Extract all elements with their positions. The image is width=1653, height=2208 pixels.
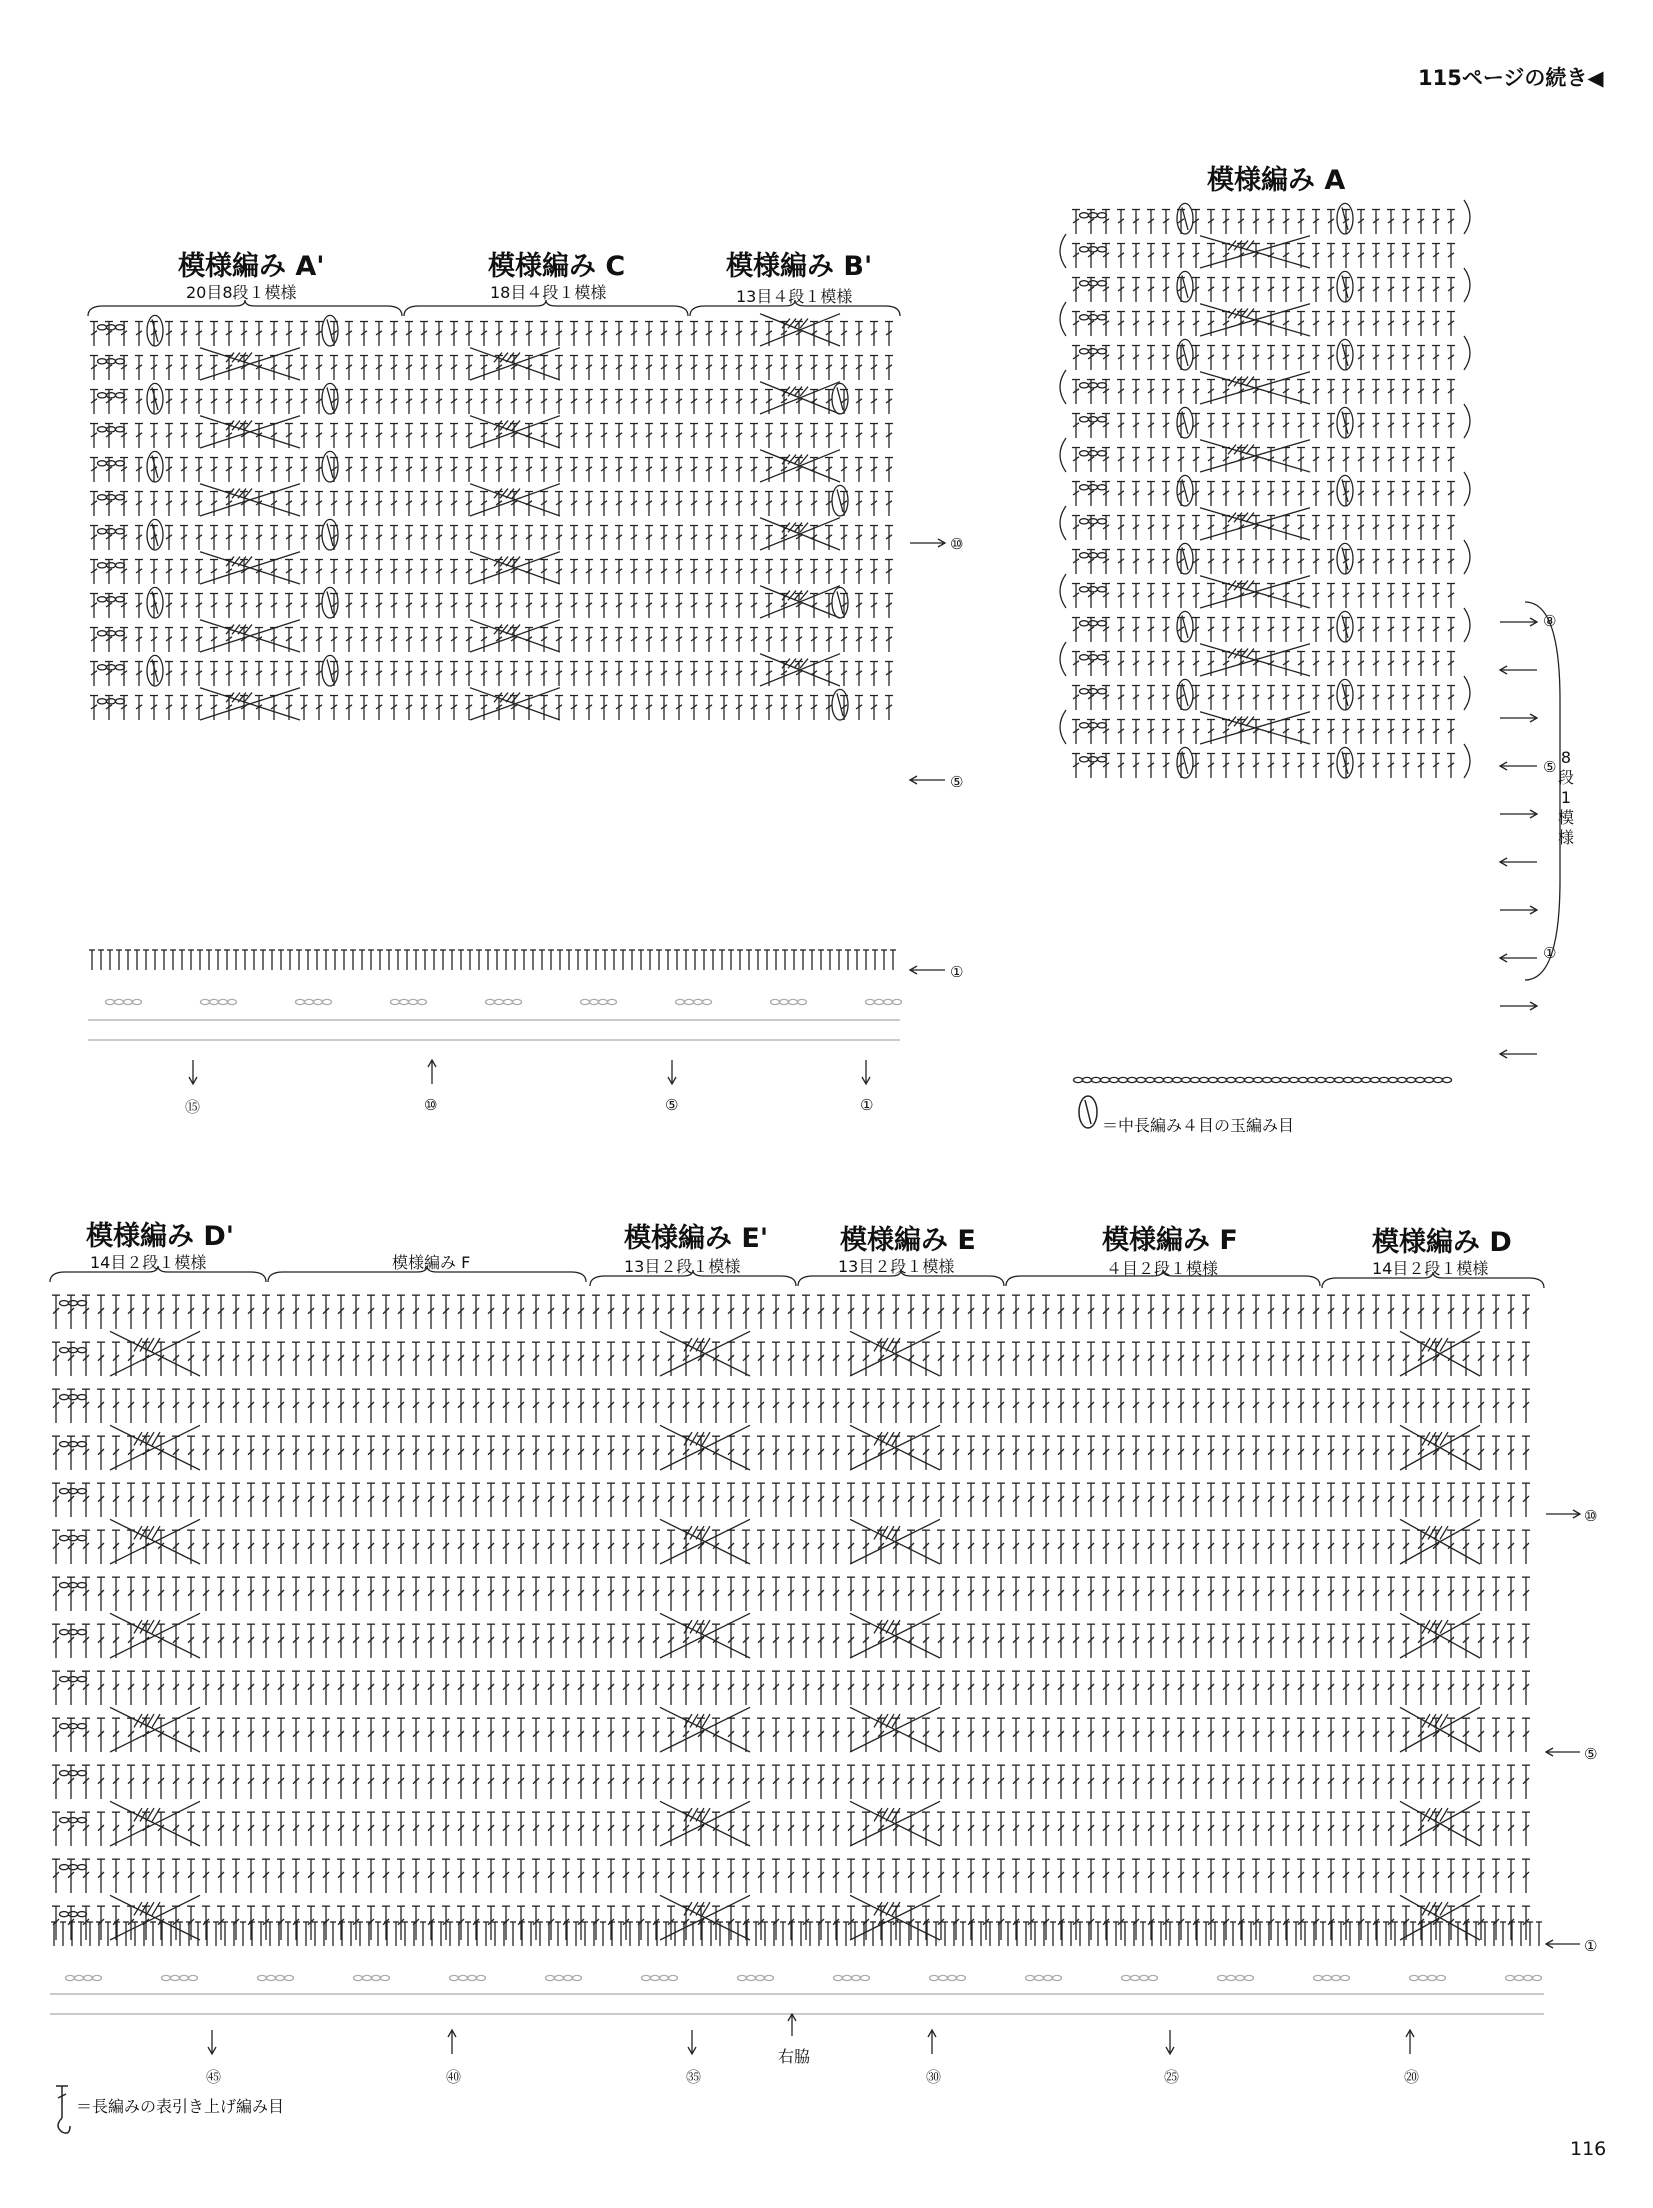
chain-stitch [98, 665, 107, 670]
chain-stitch [1098, 621, 1107, 626]
chain-stitch [1290, 1077, 1299, 1082]
section-brace [268, 1266, 586, 1282]
chain-stitch [107, 631, 116, 636]
chain-stitch [107, 393, 116, 398]
turning-loop [1060, 302, 1066, 336]
chain-stitch [866, 999, 875, 1004]
chain-stitch [1434, 1077, 1443, 1082]
row-marker-5: ⑤ [950, 773, 964, 791]
chain-stitch [1371, 1077, 1380, 1082]
chain-stitch [1254, 1077, 1263, 1082]
puff-line [1342, 343, 1348, 366]
turning-loop [1060, 234, 1066, 268]
repeat-brace [1525, 602, 1560, 980]
chain-stitch [1080, 621, 1089, 626]
chain-stitch [1098, 485, 1107, 490]
turning-loop [1464, 608, 1470, 642]
turning-loop [1464, 472, 1470, 506]
puff-line [837, 591, 843, 614]
puff-line [1342, 615, 1348, 638]
section-title-f: 模様編み F [1102, 1225, 1238, 1256]
chain-stitch [1089, 519, 1098, 524]
chain-stitch [201, 999, 210, 1004]
section-title-b-prime: 模様編み B' [726, 251, 873, 282]
chain-stitch [400, 999, 409, 1004]
puff-line [327, 523, 333, 546]
puff-line [837, 693, 843, 716]
puff-line [152, 591, 158, 614]
chain-stitch [78, 1348, 87, 1353]
section-sub-b-prime: 13目４段１模様 [736, 287, 853, 306]
chain-stitch [107, 325, 116, 330]
puff-line [837, 387, 843, 410]
chain-stitch [1326, 1077, 1335, 1082]
section-title-a: 模様編み A [1207, 165, 1346, 196]
puff-line [1342, 207, 1348, 230]
section-sub-f-left: 模様編み F [392, 1253, 471, 1272]
chain-stitch [107, 665, 116, 670]
chain-stitch [694, 999, 703, 1004]
chain-stitch [1098, 383, 1107, 388]
chain-stitch [1101, 1077, 1110, 1082]
chain-stitch [98, 631, 107, 636]
section-brace [1322, 1272, 1544, 1288]
chain-stitch [608, 999, 617, 1004]
chain-stitch [1362, 1077, 1371, 1082]
chain-stitch [305, 999, 314, 1004]
chain-stitch [106, 999, 115, 1004]
chain-stitch [1128, 1077, 1137, 1082]
chain-stitch [1227, 1077, 1236, 1082]
chain-stitch [1146, 1077, 1155, 1082]
chain-stitch [1080, 383, 1089, 388]
section-title-a-prime: 模様編み A' [178, 251, 325, 282]
chain-stitch [1089, 485, 1098, 490]
chain-stitch [69, 1348, 78, 1353]
row-marker-10: ⑩ [950, 535, 964, 553]
section-sub-e-prime: 13目２段１模様 [624, 1257, 741, 1276]
chain-stitch [1308, 1077, 1317, 1082]
chain-stitch [1080, 247, 1089, 252]
chain-stitch [1119, 1077, 1128, 1082]
puff-line [1342, 547, 1348, 570]
chain-stitch [1182, 1077, 1191, 1082]
puff-line [1342, 751, 1348, 774]
chain-stitch [1080, 587, 1089, 592]
chain-stitch [409, 999, 418, 1004]
chain-stitch [107, 529, 116, 534]
turning-loop [1464, 268, 1470, 302]
chain-stitch [884, 999, 893, 1004]
row-marker-1: ① [950, 963, 964, 981]
puff-line [1182, 615, 1188, 638]
row-marker-5-right: ⑤ [1543, 758, 1557, 776]
chain-stitch [107, 563, 116, 568]
chain-stitch [314, 999, 323, 1004]
chain-stitch [1353, 1077, 1362, 1082]
chain-stitch [1191, 1077, 1200, 1082]
col-marker-25: ㉕ [1164, 2068, 1180, 2086]
chain-stitch [771, 999, 780, 1004]
chain-stitch [685, 999, 694, 1004]
chart-top-right [1060, 200, 1560, 1083]
chain-stitch [1089, 587, 1098, 592]
chain-stitch [875, 999, 884, 1004]
puff-line [1182, 751, 1188, 774]
chain-stitch [581, 999, 590, 1004]
chain-stitch [78, 1395, 87, 1400]
chain-stitch [1089, 655, 1098, 660]
chain-stitch [1098, 247, 1107, 252]
section-title-e-prime: 模様編み E' [624, 1223, 769, 1254]
continued-from-label: 115ページの続き◀ [1418, 66, 1604, 90]
col-marker-40: ㊵ [446, 2068, 462, 2086]
turning-loop [1060, 574, 1066, 608]
chain-stitch [1209, 1077, 1218, 1082]
chain-stitch [1080, 519, 1089, 524]
chain-stitch [228, 999, 237, 1004]
chain-stitch [1080, 281, 1089, 286]
chain-stitch [1089, 281, 1098, 286]
section-brace [88, 300, 402, 316]
col-marker-30: ㉚ [926, 2068, 942, 2086]
chain-stitch [116, 393, 125, 398]
chain-stitch [1263, 1077, 1272, 1082]
chain-stitch [513, 999, 522, 1004]
puff-line [1182, 275, 1188, 298]
chain-stitch [107, 427, 116, 432]
chain-stitch [116, 359, 125, 364]
chain-stitch [1098, 519, 1107, 524]
turning-loop [1464, 540, 1470, 574]
chain-stitch [98, 529, 107, 534]
chain-stitch [1083, 1077, 1092, 1082]
chain-stitch [1089, 723, 1098, 728]
chain-stitch [1425, 1077, 1434, 1082]
repeat-label-1: 1 [1560, 788, 1572, 807]
repeat-label-you: 様 [1557, 828, 1574, 847]
chain-stitch [98, 427, 107, 432]
chain-stitch [98, 699, 107, 704]
section-sub-d: 14目２段１模様 [1372, 1259, 1489, 1278]
chain-stitch [1098, 553, 1107, 558]
chain-stitch [98, 495, 107, 500]
chain-stitch [98, 325, 107, 330]
puff-line [327, 659, 333, 682]
chain-stitch [124, 999, 133, 1004]
section-brace [690, 300, 900, 316]
puff-line [1342, 683, 1348, 706]
chain-stitch [1080, 553, 1089, 558]
puff-line [152, 387, 158, 410]
section-brace [1006, 1270, 1320, 1286]
chain-stitch [107, 461, 116, 466]
puff-line [152, 523, 158, 546]
row-marker-10-bottom: ⑩ [1584, 1507, 1598, 1525]
chain-stitch [1089, 383, 1098, 388]
chain-stitch [1389, 1077, 1398, 1082]
legend-puff-stitch: ＝中長編み４目の玉編み目 [1102, 1116, 1295, 1135]
chain-stitch [1098, 723, 1107, 728]
col-marker-20: ⑳ [1404, 2068, 1420, 2086]
row-marker-8: ⑧ [1543, 612, 1557, 630]
puff-line [327, 319, 333, 342]
puff-line [837, 489, 843, 512]
chain-stitch [1089, 349, 1098, 354]
chain-stitch [495, 999, 504, 1004]
legend-post-stitch: ＝長編みの表引き上げ編み目 [76, 2097, 285, 2116]
section-sub-a-prime: 20目8段１模様 [186, 283, 297, 302]
col-marker-15: ⑮ [185, 1098, 201, 1116]
section-sub-e: 13目２段１模様 [838, 1257, 955, 1276]
chain-stitch [1092, 1077, 1101, 1082]
chain-stitch [107, 597, 116, 602]
section-brace [590, 1270, 796, 1286]
puff-line [1182, 411, 1188, 434]
chain-stitch [1089, 315, 1098, 320]
chain-stitch [486, 999, 495, 1004]
chain-stitch [1173, 1077, 1182, 1082]
section-title-e: 模様編み E [840, 1225, 976, 1256]
chain-stitch [107, 699, 116, 704]
chain-stitch [1098, 587, 1107, 592]
chain-stitch [504, 999, 513, 1004]
puff-line [1342, 479, 1348, 502]
chain-stitch [1098, 417, 1107, 422]
chain-stitch [116, 699, 125, 704]
puff-line [1182, 547, 1188, 570]
chain-stitch [1089, 213, 1098, 218]
chain-stitch [1317, 1077, 1326, 1082]
chain-stitch [590, 999, 599, 1004]
page-number: 116 [1570, 2138, 1607, 2160]
chain-stitch [1080, 213, 1089, 218]
chain-stitch [1080, 723, 1089, 728]
chain-stitch [107, 359, 116, 364]
section-brace [798, 1270, 1004, 1286]
chain-stitch [116, 427, 125, 432]
chain-stitch [798, 999, 807, 1004]
chain-stitch [1443, 1077, 1452, 1082]
puff-line [327, 591, 333, 614]
chain-stitch [323, 999, 332, 1004]
chain-stitch [1218, 1077, 1227, 1082]
chain-stitch [1155, 1077, 1164, 1082]
chain-stitch [116, 325, 125, 330]
chain-stitch [1089, 757, 1098, 762]
chain-stitch [116, 529, 125, 534]
chain-stitch [418, 999, 427, 1004]
turning-loop [1464, 676, 1470, 710]
chain-stitch [1098, 349, 1107, 354]
repeat-label-8: 8 [1560, 748, 1572, 767]
chain-stitch [1098, 315, 1107, 320]
section-sub-c: 18目４段１模様 [490, 283, 607, 302]
chain-stitch [1080, 485, 1089, 490]
repeat-label-mo: 模 [1557, 808, 1574, 827]
chain-stitch [69, 1301, 78, 1306]
puff-line [1182, 343, 1188, 366]
chain-stitch [1098, 451, 1107, 456]
puff-line [1182, 479, 1188, 502]
chain-stitch [1080, 451, 1089, 456]
chain-stitch [1080, 689, 1089, 694]
chain-stitch [210, 999, 219, 1004]
puff-line [152, 659, 158, 682]
chain-stitch [1380, 1077, 1389, 1082]
turning-loop [1464, 404, 1470, 438]
puff-line [152, 319, 158, 342]
puff-line [327, 387, 333, 410]
section-title-c: 模様編み C [488, 251, 626, 282]
chain-stitch [60, 1395, 69, 1400]
row-marker-5-bottom: ⑤ [1584, 1745, 1598, 1763]
chain-stitch [219, 999, 228, 1004]
chain-stitch [1164, 1077, 1173, 1082]
chain-stitch [1080, 315, 1089, 320]
chain-stitch [780, 999, 789, 1004]
section-brace [50, 1266, 266, 1282]
chain-stitch [1089, 417, 1098, 422]
chain-stitch [98, 461, 107, 466]
chain-stitch [115, 999, 124, 1004]
chain-stitch [1281, 1077, 1290, 1082]
col-marker-5: ⑤ [665, 1096, 679, 1114]
chart-top-left [88, 300, 945, 1084]
side-label: 右脇 [778, 2047, 811, 2066]
chain-stitch [116, 563, 125, 568]
col-marker-10: ⑩ [424, 1096, 438, 1114]
chain-stitch [1200, 1077, 1209, 1082]
chain-stitch [133, 999, 142, 1004]
turning-loop [1464, 336, 1470, 370]
chain-stitch [1089, 621, 1098, 626]
puff-line [1182, 207, 1188, 230]
chain-stitch [116, 665, 125, 670]
chain-stitch [98, 563, 107, 568]
col-marker-45: ㊺ [206, 2068, 222, 2086]
chain-stitch [1344, 1077, 1353, 1082]
section-title-d: 模様編み D [1372, 1227, 1512, 1258]
turning-loop [1060, 370, 1066, 404]
chain-stitch [391, 999, 400, 1004]
chart-bottom [50, 1266, 1580, 2054]
chain-stitch [1416, 1077, 1425, 1082]
chain-stitch [98, 597, 107, 602]
col-marker-35: ㉟ [686, 2068, 702, 2086]
puff-line [1342, 275, 1348, 298]
puff-line [152, 455, 158, 478]
chain-stitch [1098, 213, 1107, 218]
turning-loop [1464, 744, 1470, 778]
puff-line [327, 455, 333, 478]
chain-stitch [1080, 417, 1089, 422]
col-marker-1: ① [860, 1096, 874, 1114]
puff-line [1342, 411, 1348, 434]
chain-stitch [1335, 1077, 1344, 1082]
chain-stitch [116, 461, 125, 466]
chain-stitch [599, 999, 608, 1004]
turning-loop [1060, 438, 1066, 472]
chain-stitch [296, 999, 305, 1004]
row-marker-1-bottom: ① [1584, 1937, 1598, 1955]
chain-stitch [789, 999, 798, 1004]
chain-stitch [1272, 1077, 1281, 1082]
chain-stitch [1407, 1077, 1416, 1082]
chain-stitch [98, 393, 107, 398]
section-brace [404, 300, 688, 316]
chain-stitch [1098, 689, 1107, 694]
chain-stitch [69, 1395, 78, 1400]
chain-stitch [78, 1301, 87, 1306]
chain-stitch [60, 1348, 69, 1353]
turning-loop [1060, 642, 1066, 676]
section-title-d-prime: 模様編み D' [86, 1221, 235, 1252]
chain-stitch [98, 359, 107, 364]
chain-stitch [1098, 281, 1107, 286]
chain-stitch [1080, 655, 1089, 660]
chain-stitch [1089, 689, 1098, 694]
chain-stitch [116, 495, 125, 500]
puff-line [1182, 683, 1188, 706]
chain-stitch [1080, 757, 1089, 762]
chain-stitch [116, 631, 125, 636]
chain-stitch [676, 999, 685, 1004]
chain-stitch [1098, 757, 1107, 762]
chain-stitch [116, 597, 125, 602]
chain-stitch [703, 999, 712, 1004]
section-sub-f: ４目２段１模様 [1106, 1259, 1219, 1278]
section-sub-d-prime: 14目２段１模様 [90, 1253, 207, 1272]
chain-stitch [1089, 247, 1098, 252]
chain-stitch [1110, 1077, 1119, 1082]
repeat-label-dan: 段 [1557, 768, 1574, 787]
chain-stitch [893, 999, 902, 1004]
chain-stitch [107, 495, 116, 500]
chain-stitch [1080, 349, 1089, 354]
chain-stitch [60, 1301, 69, 1306]
row-marker-1-right: ① [1543, 944, 1557, 962]
chain-stitch [1089, 553, 1098, 558]
turning-loop [1060, 710, 1066, 744]
chain-stitch [1089, 451, 1098, 456]
turning-loop [1464, 200, 1470, 234]
chain-stitch [1074, 1077, 1083, 1082]
turning-loop [1060, 506, 1066, 540]
chain-stitch [1245, 1077, 1254, 1082]
chain-stitch [1236, 1077, 1245, 1082]
chain-stitch [1299, 1077, 1308, 1082]
chain-stitch [1398, 1077, 1407, 1082]
chain-stitch [1098, 655, 1107, 660]
chain-stitch [1137, 1077, 1146, 1082]
